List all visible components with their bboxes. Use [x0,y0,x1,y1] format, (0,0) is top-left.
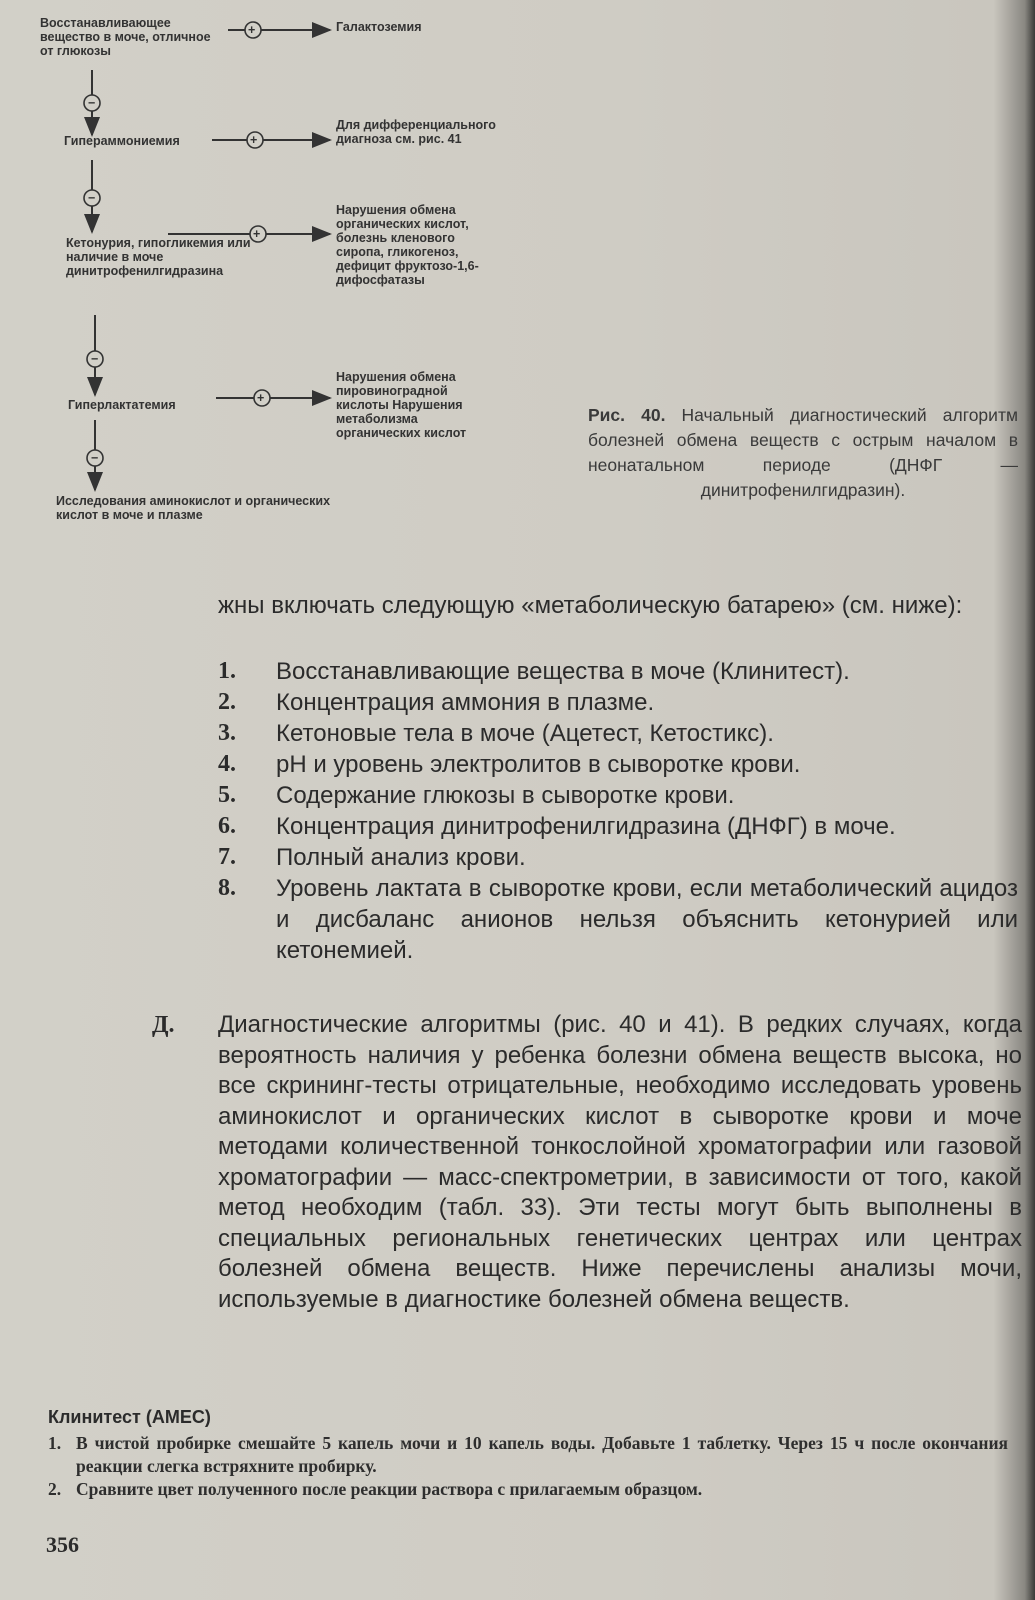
clinitest-steps [48,1432,1008,1501]
list-item: 7. Полный анализ крови. [218,844,526,871]
minus-sign-4: − [91,451,99,465]
plus-sign-3: + [253,227,261,241]
list-item: 5. Содержание глюкозы в сыворотке крови. [218,782,735,809]
page-number: 356 [46,1532,79,1557]
list-item: 6. Концентрация динитрофенилгидразина (ДНФГ) в моче. [218,813,896,840]
minus-sign-1: − [88,96,96,110]
clinitest-heading: Клинитест (AMEC) [48,1407,211,1427]
node-hyperammonemia: Гипераммониемия [64,134,180,148]
figure-caption [588,403,1018,503]
section-d [152,1010,1022,1315]
flowchart-connectors [0,0,600,560]
battery-intro: жны включать следующую «метаболическую батарею» (см. ниже): [218,592,963,619]
plus-sign-1: + [248,23,256,37]
plus-sign-4: + [257,391,265,405]
node-ketonuria: Кетонурия, гипогликемия или наличие в моче динитрофенилгидразина [66,236,251,278]
outcome-organic-acids: Нарушения обмена органических кислот, болезнь кленового сиропа, гликогеноз, дефицит фруктозо-1,6-дифосфатазы [336,203,479,287]
outcome-pyruvic-acid: Нарушения обмена пировиноградной кислоты Нарушения метаболизма органических кислот [336,370,467,440]
list-item: 2. Концентрация аммония в плазме. [218,689,655,716]
list-item: 2. Сравните цвет полученного после реакции раствора с прилагаемым образцом. [48,1479,703,1499]
node-hyperlactatemia: Гиперлактатемия [68,398,176,412]
plus-sign-2: + [250,133,258,147]
outcome-galactosemia: Галактоземия [336,20,422,34]
outcome-differential: Для дифференциального диагноза см. рис. 41 [336,118,496,146]
list-item: 1. В чистой пробирке смешайте 5 капель мочи и 10 капель воды. Добавьте 1 таблетку. Через 15 ч после окончания реакции слегка встряхните пробирку. [48,1433,1008,1476]
node-reducing-substance: Восстанавливающее вещество в моче, отличное от глюкозы [40,16,211,58]
node-amino-organic-acids: Исследования аминокислот и органических кислот в моче и плазме [56,494,331,522]
list-item: 4. pH и уровень электролитов в сыворотке крови. [218,751,801,778]
figure-caption-text: Начальный диагностический алгоритм болезней обмена веществ с острым началом в неонатальном периоде (ДНФГ — динитрофенилгидразин). [588,405,1018,500]
list-item: 3. Кетоновые тела в моче (Ацетест, Кетостикс). [218,720,774,747]
list-item: 1. Восстанавливающие вещества в моче (Клинитест). [218,658,850,685]
minus-sign-3: − [91,352,99,366]
section-d-text: Диагностические алгоритмы (рис. 40 и 41). В редких случаях, когда вероятность наличия у ребенка болезни обмена веществ высока, но все скрининг-тесты отрицательные, необходимо исследовать уровень аминокислот и органических кислот в сыворотке крови и моче методами количественной тонкослойной хроматографии или газовой хроматографии — масс-спектрометрии, в зависимости от того, какой метод необходим (табл. 33). Эти тесты могут быть выполнены в специальных региональных генетических центрах или центрах болезней обмена веществ. Ниже перечислены анализы мочи, используемые в диагностике болезней обмена веществ. [218,1011,1022,1313]
list-item: 8. Уровень лактата в сыворотке крови, если метаболический ацидоз и дисбаланс анионов нельзя объяснить кетонурией или кетонемией. [218,875,1018,964]
metabolic-battery-list [218,656,1018,966]
figure-label: Рис. 40. [588,405,666,425]
section-letter: Д. [152,1012,175,1038]
minus-sign-2: − [88,191,96,205]
